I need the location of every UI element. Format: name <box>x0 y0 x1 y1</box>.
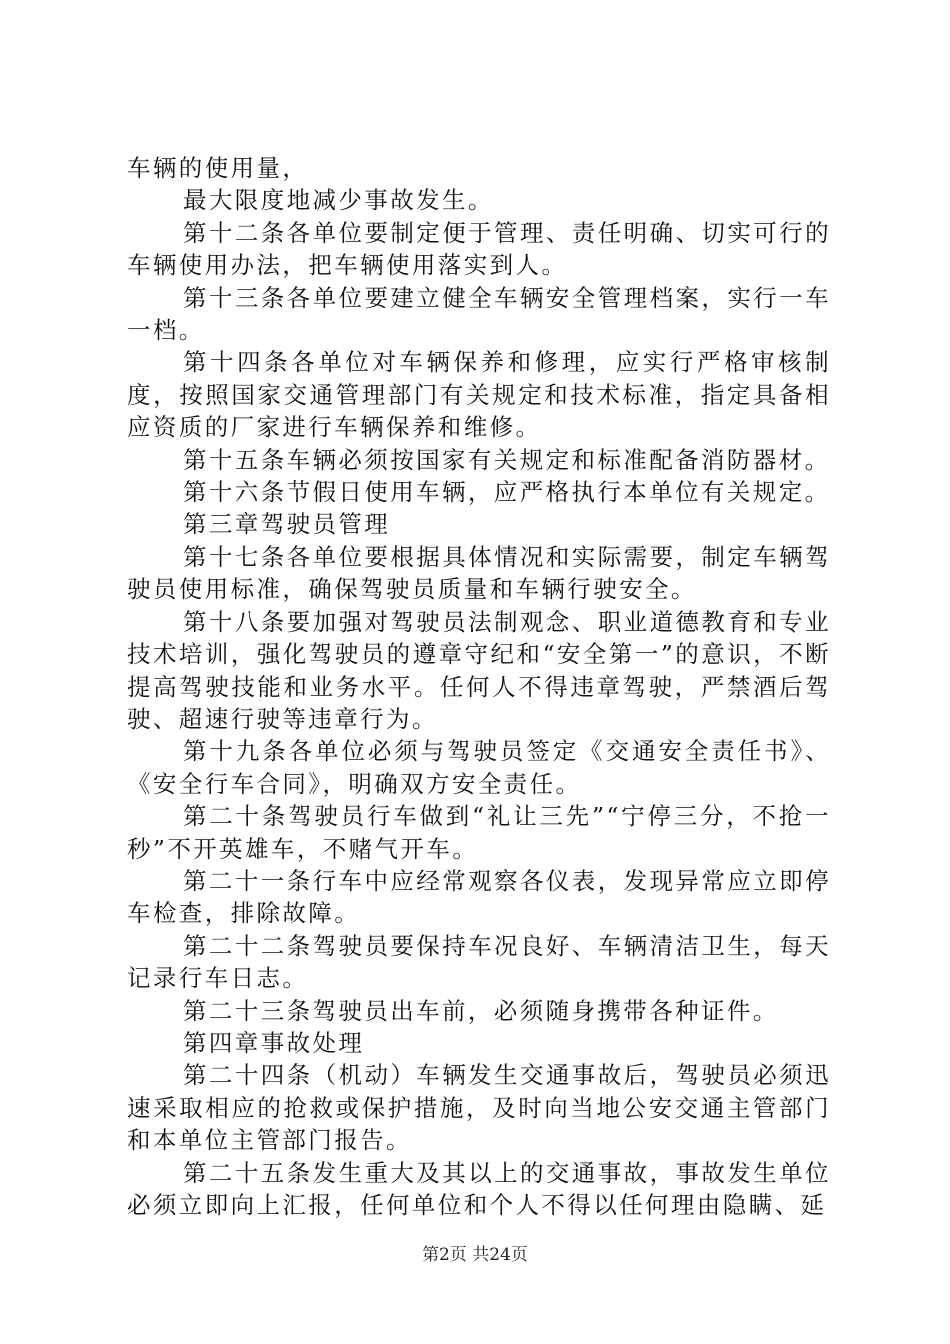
paragraph: 第十二条各单位要制定便于管理、责任明确、切实可行的车辆使用办法，把车辆使用落实到人。 <box>127 218 831 280</box>
paragraph: 第十三条各单位要建立健全车辆安全管理档案，实行一车一档。 <box>127 283 831 345</box>
paragraph: 第十七条各单位要根据具体情况和实际需要，制定车辆驾驶员使用标准，确保驾驶员质量和车辆行驶安全。 <box>127 542 831 604</box>
paragraph: 第二十条驾驶员行车做到“礼让三先”“宁停三分，不抢一秒”不开英雄车，不赌气开车。 <box>127 802 831 863</box>
paragraph: 第二十三条驾驶员出车前，必须随身携带各种证件。 <box>183 996 779 1025</box>
paragraph: 第二十一条行车中应经常观察各仪表，发现异常应立即停车检查，排除故障。 <box>127 866 831 928</box>
paragraph: 第二十五条发生重大及其以上的交通事故，事故发生单位必须立即向上汇报，任何单位和个人不得以任何理由隐瞒、延 <box>127 1158 831 1219</box>
paragraph: 第三章驾驶员管理 <box>183 510 391 539</box>
paragraph: 第十六条节假日使用车辆，应严格执行本单位有关规定。 <box>183 478 831 507</box>
paragraph: 第四章事故处理 <box>183 1028 365 1057</box>
document-body <box>127 152 831 1221</box>
paragraph: 第二十四条（机动）车辆发生交通事故后，驾驶员必须迅速采取相应的抢救或保护措施，及时向当地公安交通主管部门和本单位主管部门报告。 <box>127 1061 831 1155</box>
paragraph: 第十九条各单位必须与驾驶员签定《交通安全责任书》、《安全行车合同》，明确双方安全责任。 <box>127 737 831 798</box>
paragraph: 第十五条车辆必须按国家有关规定和标准配备消防器材。 <box>183 445 831 474</box>
paragraph: 第二十二条驾驶员要保持车况良好、车辆清洁卫生，每天记录行车日志。 <box>127 931 831 993</box>
paragraph: 第十八条要加强对驾驶员法制观念、职业道德教育和专业技术培训，强化驾驶员的遵章守纪和“安全第一”的意识，不断提高驾驶技能和业务水平。任何人不得违章驾驶，严禁酒后驾驶、超速行驶等违章行为。 <box>127 607 831 733</box>
page-number: 第2页 共24页 <box>422 1245 528 1265</box>
paragraph: 最大限度地减少事故发生。 <box>183 186 494 215</box>
page-footer <box>0 1244 950 1266</box>
paragraph: 第十四条各单位对车辆保养和修理，应实行严格审核制度，按照国家交通管理部门有关规定和技术标准，指定具备相应资质的厂家进行车辆保养和维修。 <box>127 348 831 442</box>
paragraph: 车辆的使用量， <box>127 154 309 182</box>
